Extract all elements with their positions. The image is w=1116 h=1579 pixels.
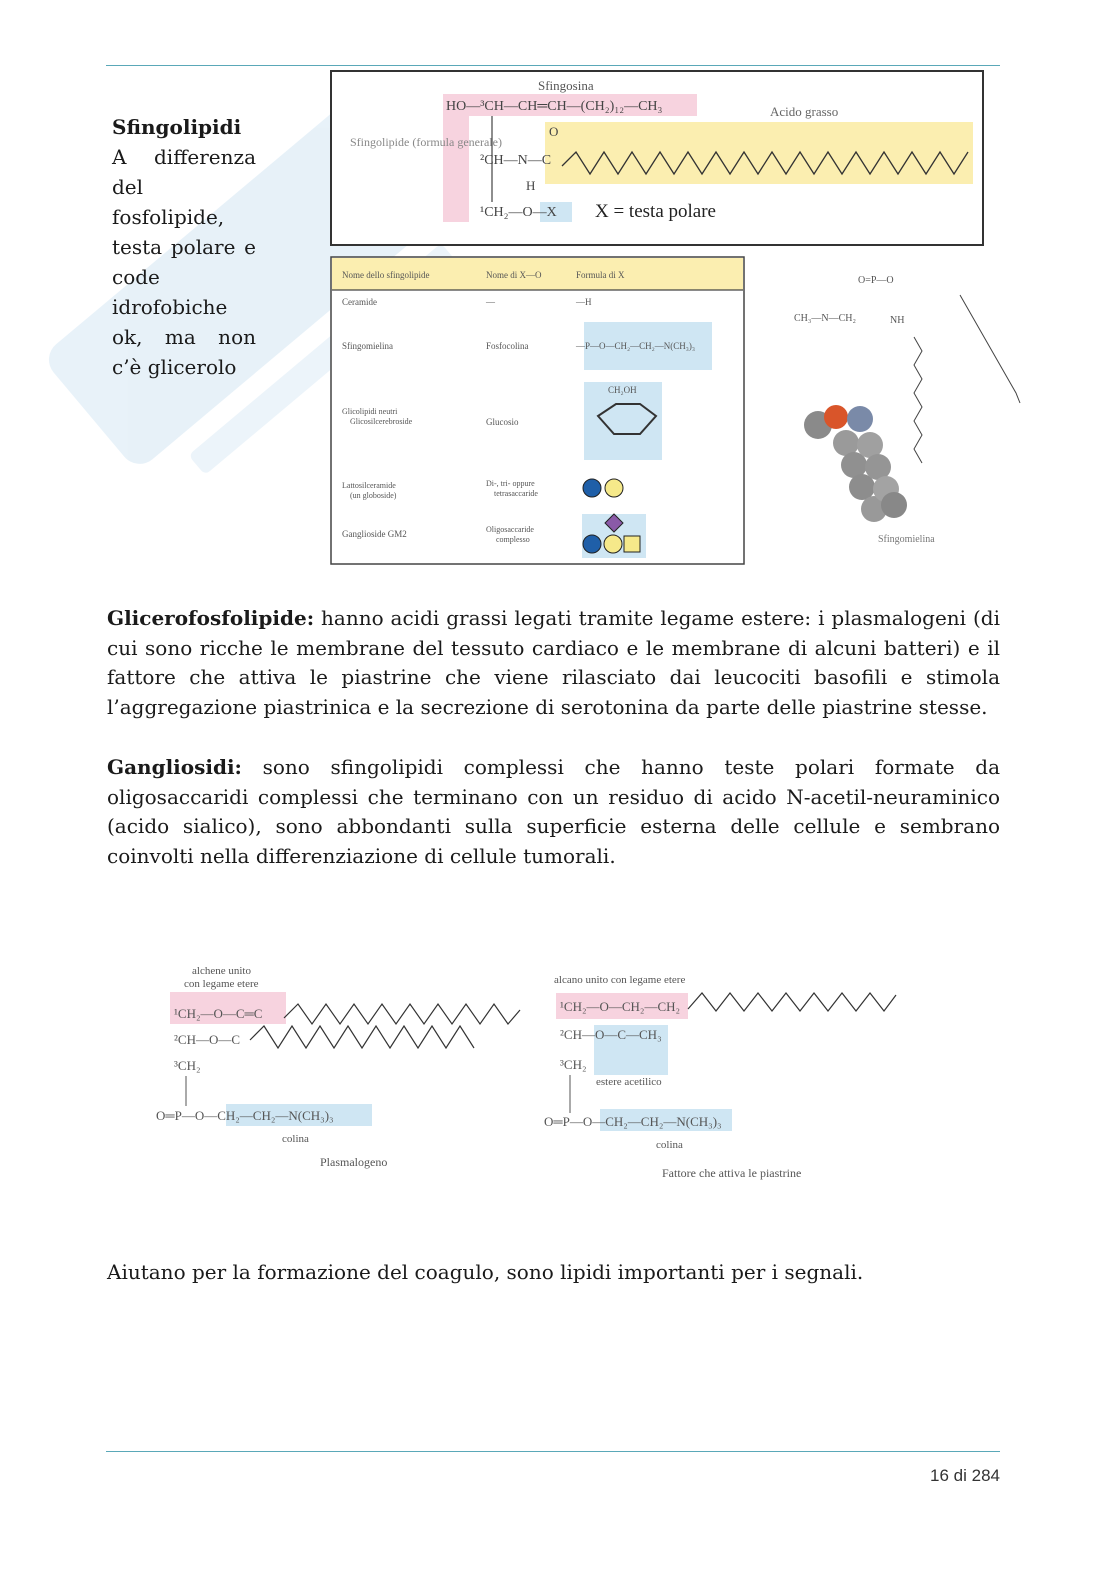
table-row-x-sub: complesso — [496, 535, 530, 544]
table-row-x: Fosfocolina — [486, 341, 529, 351]
sfingomielina-label: Sfingomielina — [878, 534, 935, 545]
left-note-sub: con legame etere — [184, 978, 259, 990]
table-header-formula: Formula di X — [576, 270, 625, 280]
table-row-name: Ganglioside GM2 — [342, 529, 407, 539]
paragraph-coagulo: Aiutano per la formazione del coagulo, sono lipidi importanti per i segnali. — [107, 1260, 864, 1284]
table-row-formula: CH₂OH — [608, 385, 637, 395]
right-note: alcano unito con legame etere — [554, 974, 686, 986]
acido-grasso-label: Acido grasso — [770, 104, 839, 119]
page-number: 16 di 284 — [930, 1466, 1000, 1485]
svg-text:¹CH₂—O—C═C: ¹CH₂—O—C═C — [174, 1006, 263, 1021]
svg-text:³CH₂: ³CH₂ — [560, 1057, 587, 1072]
text-glicerofosfolipide: hanno acidi grassi legati tramite legame estere: i plasmalogeni (di cui sono ricche le membrane del tessuto cardiaco e le membrane di alcuni batteri) e il fattore che attiva le piastrine che viene rilasciato dai leucociti basofili e stimola l’aggregazione piastrinica e la secrezione di serotonina da parte delle piastrine stesse. — [107, 606, 1000, 719]
o-label: O — [549, 124, 559, 139]
term-gangliosidi: Gangliosidi: — [107, 755, 242, 779]
header-rule — [106, 65, 1000, 66]
galactose-circle-icon — [604, 535, 622, 553]
table-row-formula: —P—O—CH₂—CH₂—N(CH₃)₃ — [576, 341, 696, 351]
galactose-circle-icon — [605, 479, 623, 497]
svg-text:O═P—O—CH₂—CH₂—N(CH₃)₃: O═P—O—CH₂—CH₂—N(CH₃)₃ — [544, 1114, 722, 1129]
svg-text:²CH—O—C: ²CH—O—C — [174, 1032, 241, 1047]
table-row-x: Di-, tri- oppure — [486, 479, 535, 488]
left-caption: Plasmalogeno — [320, 1155, 388, 1169]
left-colina: colina — [282, 1133, 309, 1145]
right-colina: colina — [656, 1139, 683, 1151]
footer-rule — [106, 1451, 1000, 1452]
table-row-name: Glicolipidi neutri — [342, 407, 398, 416]
svg-text:CH₃—N—CH₂: CH₃—N—CH₂ — [794, 313, 856, 324]
table-row-x: Glucosio — [486, 417, 519, 427]
table-row-name-sub: Glicosilcerebroside — [350, 417, 413, 426]
table-row-name-sub: (un globoside) — [350, 491, 397, 500]
x-testa-polare-note: X = testa polare — [595, 201, 716, 222]
svg-text:O═P—O—CH₂—CH₂—N(CH₃)₃: O═P—O—CH₂—CH₂—N(CH₃)₃ — [156, 1108, 334, 1123]
sphingolipid-formula-figure — [330, 70, 986, 248]
left-note: alchene unito — [192, 965, 251, 977]
term-glicerofosfolipide: Glicerofosfolipide: — [107, 606, 315, 630]
glucose-circle-icon — [583, 479, 601, 497]
formula-top: HO—³CH—CH═CH—(CH₂)₁₂—CH₃ — [446, 99, 663, 114]
formula-mid: ²CH—N—C — [480, 153, 552, 168]
table-row-name: Lattosilceramide — [342, 481, 396, 490]
side-note-body: A differenza del fosfolipide, testa polare e code idrofobiche ok, ma non c’è glicerolo — [112, 145, 256, 379]
svg-text:²CH—O—C—CH₃: ²CH—O—C—CH₃ — [560, 1027, 662, 1042]
formula-bot: ¹CH₂—O—X — [480, 205, 557, 220]
table-header-x: Nome di X—O — [486, 270, 542, 280]
paragraph-gangliosidi — [107, 753, 1000, 871]
right-estere: estere acetilico — [596, 1076, 662, 1088]
sfingosina-label: Sfingosina — [538, 78, 594, 93]
table-row-formula: —H — [576, 297, 592, 307]
svg-text:NH: NH — [890, 315, 905, 326]
table-row-x: — — [486, 297, 495, 307]
sphingolipid-table — [330, 256, 746, 566]
table-row-name: Ceramide — [342, 297, 377, 307]
text-gangliosidi: sono sfingolipidi complessi che hanno teste polari formate da oligosaccaridi complessi che terminano con un residuo di acido N-acetil-neuraminico (acido sialico), sono abbondanti sulla superficie esterna delle cellule e sembrano coinvolti nella differenziazione di cellule tumorali. — [107, 755, 1000, 868]
h-label: H — [526, 178, 536, 193]
plasmalogen-structure — [150, 960, 530, 1180]
svg-text:¹CH₂—O—CH₂—CH₂: ¹CH₂—O—CH₂—CH₂ — [560, 999, 681, 1014]
table-header-name: Nome dello sfingolipide — [342, 270, 430, 280]
sfingolipide-label: Sfingolipide (formula generale) — [350, 135, 502, 149]
paragraph-glicerofosfolipide — [107, 604, 1000, 722]
sphingomyelin-structure — [780, 255, 1030, 555]
table-row-x: Oligosaccaride — [486, 525, 534, 534]
space-filling-model — [804, 405, 907, 522]
right-caption: Fattore che attiva le piastrine — [662, 1166, 802, 1180]
paf-structure — [540, 965, 910, 1185]
svg-text:³CH₂: ³CH₂ — [174, 1058, 201, 1073]
galnac-square-icon — [624, 536, 640, 552]
svg-text:O=P—O: O=P—O — [858, 275, 894, 286]
table-row-name: Sfingomielina — [342, 341, 393, 351]
side-note-title: Sfingolipidi — [112, 115, 242, 139]
side-note — [112, 112, 256, 382]
glucose-circle-icon — [583, 535, 601, 553]
table-row-x-sub: tetrasaccaride — [494, 489, 538, 498]
